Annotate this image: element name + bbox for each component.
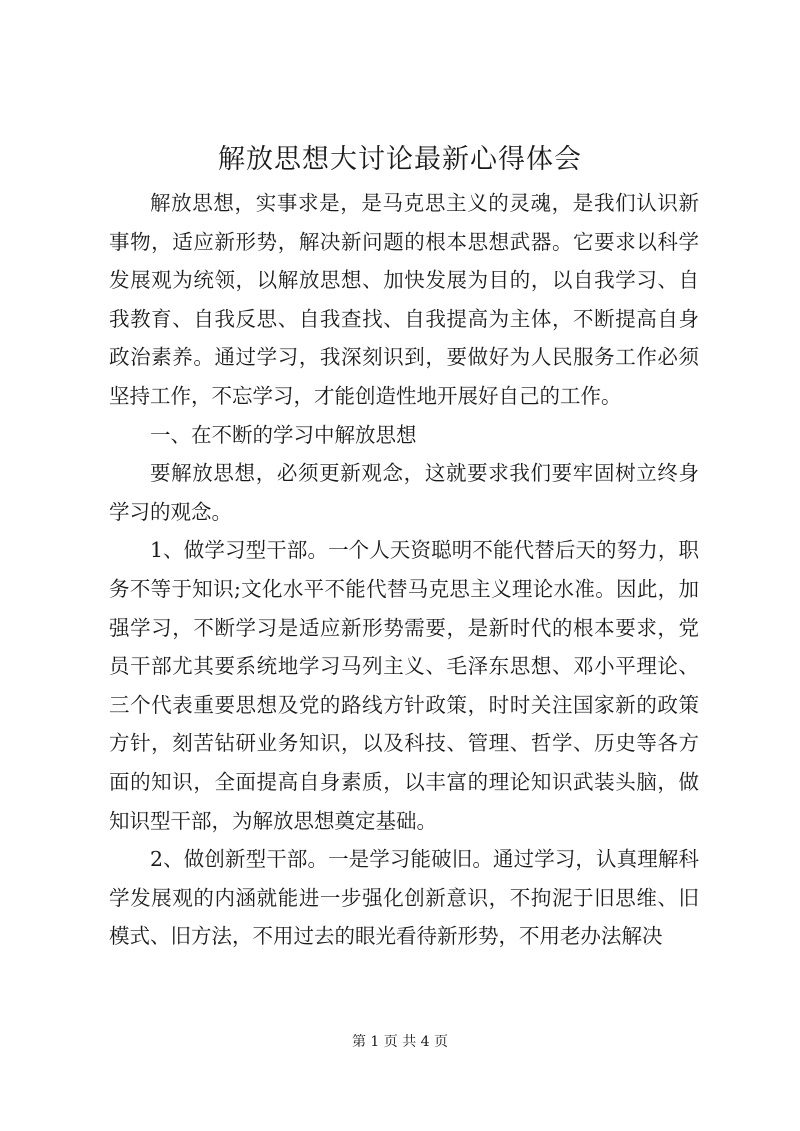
paragraph: 1、做学习型干部。一个人天资聪明不能代替后天的努力，职务不等于知识;文化水平不能代替马克思主义理论水准。因此，加强学习，不断学习是适应新形势需要，是新时代的根本要求，党员干部尤其要系统地学习马列主义、毛泽东思想、邓小平理论、三个代表重要思想及党的路线方针政策，时时关注国家新的政策方针，刻苦钻研业务知识，以及科技、管理、哲学、历史等各方面的知识，全面提高自身素质，以丰富的理论知识武装头脑，做知识型干部，为解放思想奠定基础。 — [109, 538, 699, 833]
document-title: 解放思想大讨论最新心得体会 — [218, 144, 582, 175]
paragraph-intro: 解放思想，实事求是，是马克思主义的灵魂，是我们认识新事物，适应新形势，解决新问题的根本思想武器。它要求以科学发展观为统领，以解放思想、加快发展为目的，以自我学习、自我教育、自我反思、自我查找、自我提高为主体，不断提高自身政治素养。通过学习，我深刻识到，要做好为人民服务工作必须坚持工作，不忘学习，才能创造性地开展好自己的工作。 — [109, 191, 699, 408]
page-number-footer: 第 1 页 共 4 页 — [351, 1034, 449, 1050]
paragraph: 2、做创新型干部。一是学习能破旧。通过学习，认真理解科学发展观的内涵就能进一步强化创新意识，不拘泥于旧思维、旧模式、旧方法，不用过去的眼光看待新形势，不用老办法解决 — [109, 847, 699, 949]
paragraph: 要解放思想，必须更新观念，这就要求我们要牢固树立终身学习的观念。 — [109, 461, 699, 524]
section-heading: 一、在不断的学习中解放思想 — [150, 422, 417, 447]
document-body — [109, 184, 699, 956]
